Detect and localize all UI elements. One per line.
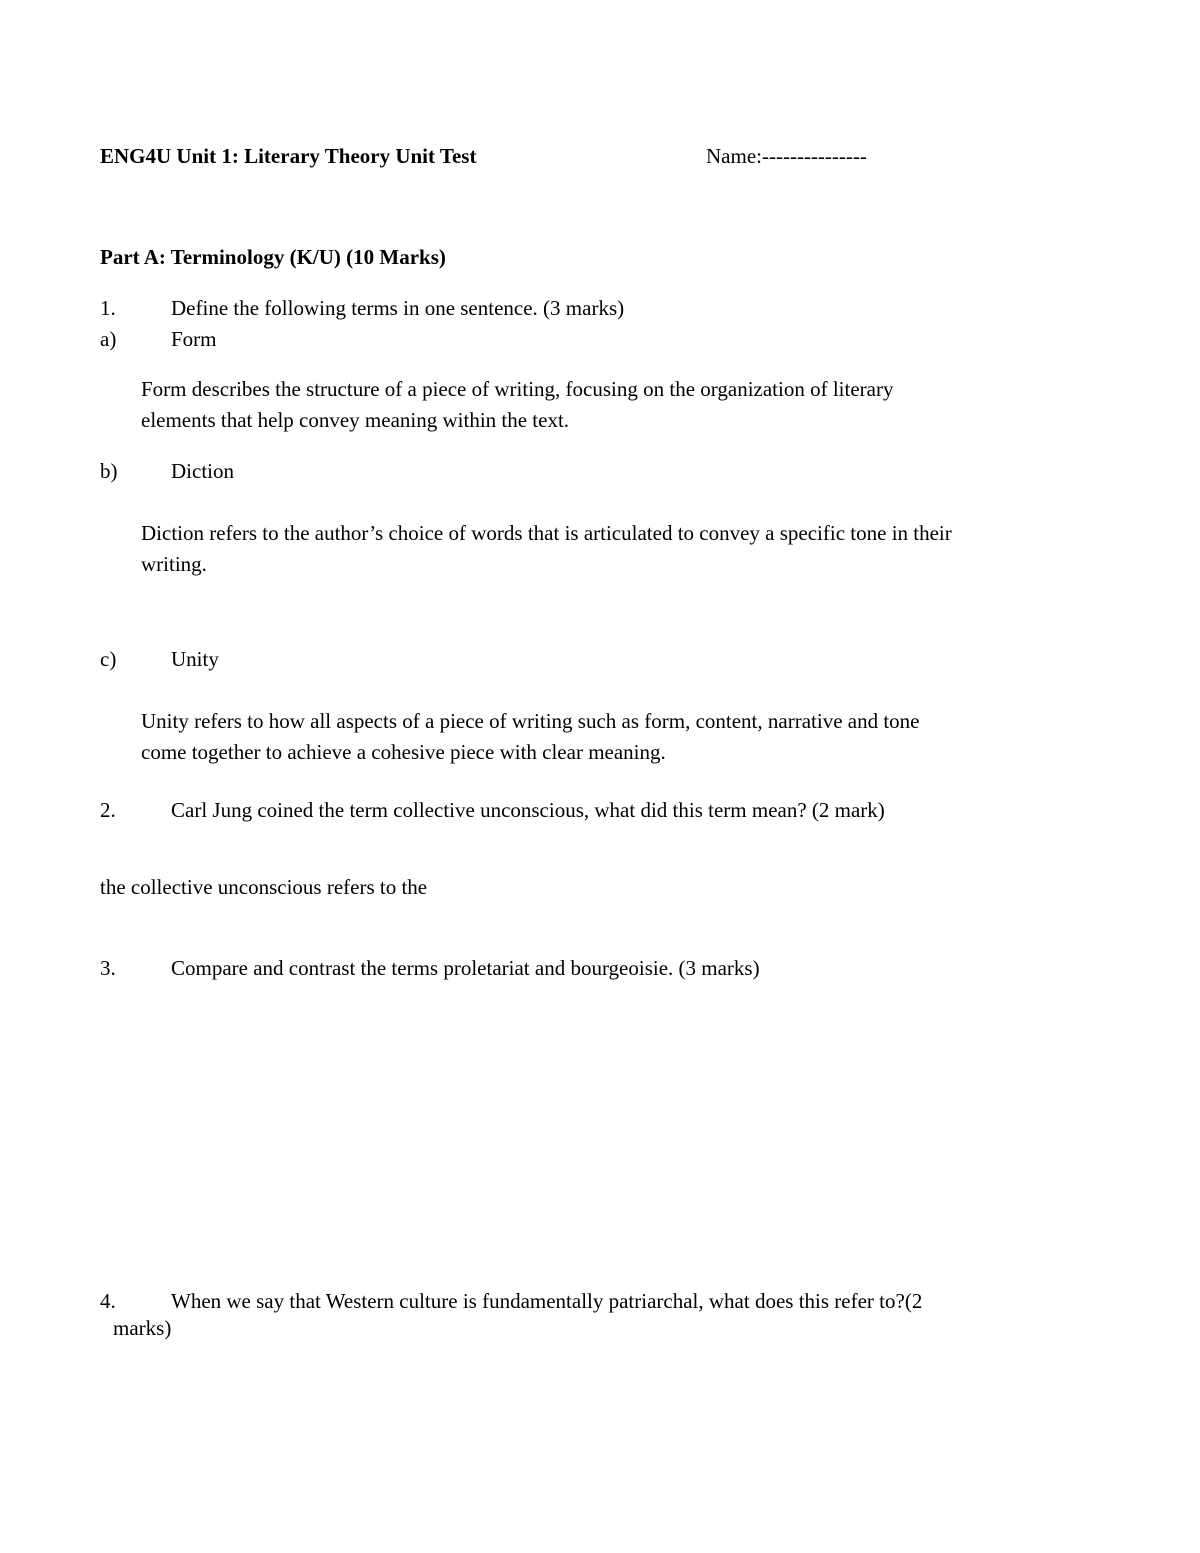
q1c-answer-line2: come together to achieve a cohesive piece with clear meaning. [141, 740, 666, 764]
q1a-answer-line2: elements that help convey meaning within the text. [141, 408, 570, 432]
part-a-heading: Part A: Terminology (K/U) (10 Marks) [100, 245, 446, 269]
name-field: Name:--------------- [706, 144, 867, 168]
q4-prompt-line2: marks) [113, 1316, 172, 1340]
q3-prompt: Compare and contrast the terms proletariat and bourgeoisie. (3 marks) [171, 956, 760, 980]
q1a-answer-line1: Form describes the structure of a piece of writing, focusing on the organization of literary [141, 377, 894, 401]
q1c-letter: c) [100, 647, 117, 671]
q1b-term: Diction [171, 459, 234, 483]
test-title: ENG4U Unit 1: Literary Theory Unit Test [100, 144, 477, 168]
q2-number: 2. [100, 798, 116, 822]
q1a-term: Form [171, 327, 217, 351]
q1c-answer-line1: Unity refers to how all aspects of a piece of writing such as form, content, narrative and tone [141, 709, 920, 733]
q4-prompt-line1: When we say that Western culture is fundamentally patriarchal, what does this refer to?(2 [171, 1289, 923, 1313]
q1b-answer-line2: writing. [141, 552, 207, 576]
q1a-letter: a) [100, 327, 117, 351]
q1-number: 1. [100, 296, 116, 320]
q1b-letter: b) [100, 459, 118, 483]
q1b-answer-line1: Diction refers to the author’s choice of words that is articulated to convey a specific tone in their [141, 521, 952, 545]
q3-number: 3. [100, 956, 116, 980]
q4-number: 4. [100, 1289, 116, 1313]
q2-answer: the collective unconscious refers to the [100, 875, 428, 899]
q1-prompt: Define the following terms in one sentence. (3 marks) [171, 296, 625, 320]
q2-prompt: Carl Jung coined the term collective unconscious, what did this term mean? (2 mark) [171, 798, 885, 822]
q1c-term: Unity [171, 647, 219, 671]
